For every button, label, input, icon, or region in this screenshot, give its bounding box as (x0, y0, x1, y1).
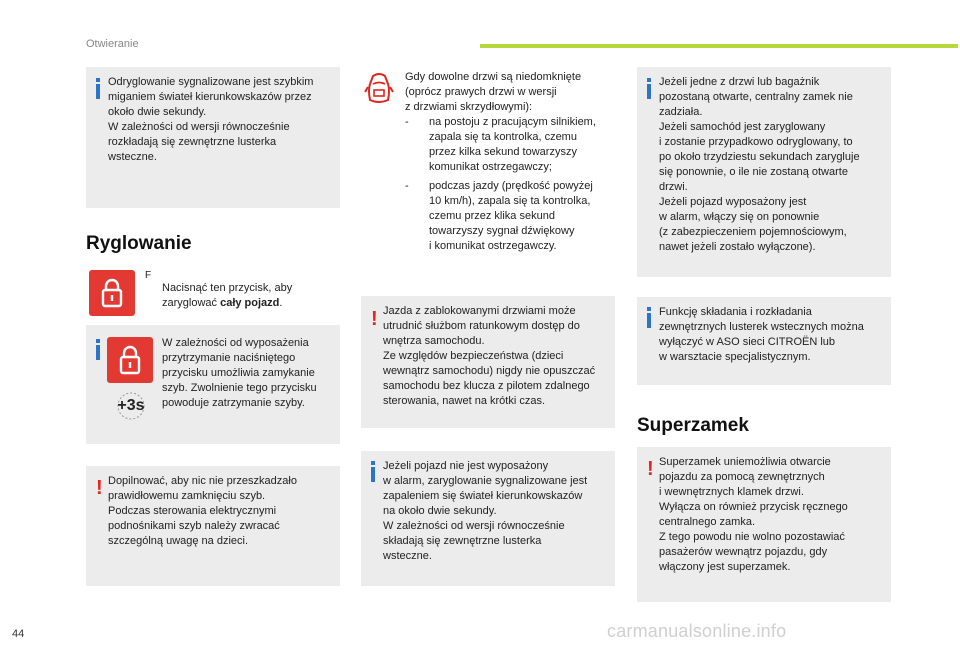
info-icon (371, 467, 375, 482)
header-accent-bar (480, 44, 958, 48)
step-text-pre: Nacisnąć ten przycisk, aby zaryglować (162, 282, 293, 309)
info-box-mirrors (637, 297, 891, 385)
door-open-warning-icon (364, 70, 394, 106)
info-text: Funkcję składania i rozkładania zewnętrznych lusterek wstecznych można wyłączyć w ASO sieci CITROËN lub w warsztacie specjalistycznym. (659, 306, 864, 363)
badge-label: +3s (117, 397, 145, 414)
info-icon (96, 345, 100, 360)
lock-button-icon (89, 270, 135, 316)
warning-text: Dopilnować, aby nic nie przeszkadzało prawidłowemu zamknięciu szyb. Podczas sterowania elektrycznymi podnośnikami szyb należy zwracać szczególną uwagę na dzieci. (108, 475, 297, 547)
lock-button-icon (107, 337, 153, 383)
info-box-unlock-signal (86, 67, 340, 208)
step-lock-instruction (162, 266, 338, 311)
list-item (405, 115, 620, 177)
warning-text: Jazda z zablokowanymi drzwiami może utrudnić służbom ratunkowym dostęp do wnętrza samochodu. Ze względów bezpieczeństwa (dzieci wewnątrz samochodu) nigdy nie opuszczać samochodu bez klucza z pilotem zdalnego sterowania, nawet na krótki czas. (383, 305, 596, 407)
list-text: podczas jazdy (prędkość powyżej 10 km/h), zapala się ta kontrolka, czemu przez klika sekund towarzyszy sygnał dźwiękowy i komunikat ostrzegawczy. (429, 180, 593, 252)
step-text-post: . (279, 297, 283, 309)
warning-box-windows (86, 466, 340, 586)
page-number: 44 (12, 628, 25, 640)
info-box-lock-signal (361, 451, 615, 586)
info-icon (647, 313, 651, 328)
step-bullet: F (145, 270, 152, 281)
list-item (405, 179, 620, 257)
info-text: Jeżeli pojazd nie jest wyposażony w alarm, zaryglowanie sygnalizowane jest zapaleniem się świateł kierunkowskazów na około dwie sekundy. W zależności od wersji równocześnie składają się zewnętrzne lusterka wsteczne. (383, 460, 588, 562)
info-box-window-closing (86, 325, 340, 444)
list-dash: - (405, 116, 409, 128)
warning-icon: ! (647, 458, 654, 480)
info-text: Jeżeli jedne z drzwi lub bagażnik pozostaną otwarte, centralny zamek nie zadziała. Jeżeli samochód jest zaryglowany i zostanie przypadkowo odryglowany, to po około trzydziestu sekundach zarygluje się ponownie, o ile nie zostaną otwarte drzwi. Jeżeli pojazd wyposażony jest w alarm, włączy się on ponownie (z zabezpieczeniem pojemnościowym, nawet jeżeli zostało wyłączone). (659, 76, 860, 253)
section-title-superzamek: Superzamek (637, 415, 749, 436)
door-warning-intro: Gdy dowolne drzwi są niedomknięte (oprócz prawych drzwi w wersji z drzwiami skrzydłowymi): (405, 71, 582, 113)
step-text-bold: cały pojazd (220, 297, 280, 309)
hold-3s-badge (109, 391, 153, 421)
warning-icon: ! (371, 308, 378, 330)
warning-box-superlock (637, 447, 891, 602)
watermark: carmanualsonline.info (607, 621, 787, 641)
section-title-ryglowanie: Ryglowanie (86, 233, 192, 254)
section-header: Otwieranie (86, 38, 139, 50)
warning-icon: ! (96, 477, 103, 499)
info-text: W zależności od wyposażenia przytrzymanie naciśniętego przycisku umożliwia zamykanie szyb. Zwolnienie tego przycisku powoduje zatrzymanie szyby. (162, 337, 317, 409)
list-text: na postoju z pracującym silnikiem, zapala się ta kontrolka, czemu przez kilka sekund towarzyszy komunikat ostrzegawczy; (429, 116, 596, 173)
info-box-central-lock (637, 67, 891, 277)
list-dash: - (405, 180, 409, 192)
info-text: Odryglowanie sygnalizowane jest szybkim miganiem świateł kierunkowskazów przez około dwie sekundy. W zależności od wersji równocześnie rozkładają się zewnętrzne lusterka wsteczne. (108, 76, 314, 163)
warning-text: Superzamek uniemożliwia otwarcie pojazdu za pomocą zewnętrznych i wewnętrznych klamek drzwi. Wyłącza on również przycisk ręcznego centralnego zamka. Z tego powodu nie wolno pozostawiać pasażerów wewnątrz pojazdu, gdy włączony jest superzamek. (659, 456, 848, 573)
warning-box-locked-driving (361, 296, 615, 428)
info-icon (647, 84, 651, 99)
info-icon (96, 84, 100, 99)
